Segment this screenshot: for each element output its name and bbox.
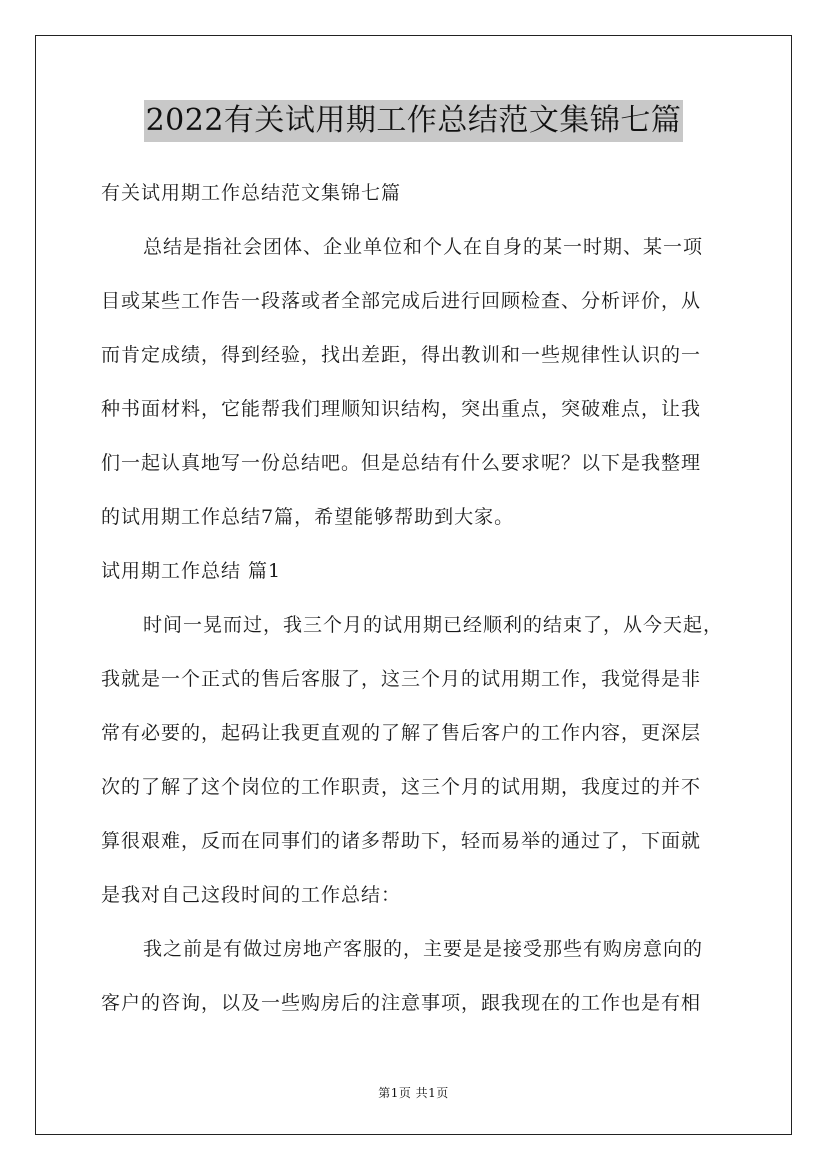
paragraph-line: 目或某些工作告一段落或者全部完成后进行回顾检查、分析评价，从 [101, 290, 702, 312]
paragraph-line: 们一起认真地写一份总结吧。但是总结有什么要求呢？以下是我整理 [101, 452, 702, 474]
title-wrap [0, 100, 827, 142]
document-title: 2022有关试用期工作总结范文集锦七篇 [144, 100, 684, 142]
paragraph-line: 而肯定成绩，得到经验，找出差距，得出教训和一些规律性认识的一 [101, 344, 702, 366]
section-paragraph-1 [101, 598, 731, 922]
paragraph-line: 常有必要的，起码让我更直观的了解了售后客户的工作内容，更深层 [101, 722, 702, 744]
document-subtitle: 有关试用期工作总结范文集锦七篇 [101, 182, 402, 204]
page-footer: 第1页 共1页 [378, 1086, 449, 1100]
paragraph-line: 的试用期工作总结7篇，希望能够帮助到大家。 [101, 506, 515, 528]
intro-paragraph [101, 220, 731, 544]
paragraph-line: 我就是一个正式的售后客服了，这三个月的试用期工作，我觉得是非 [101, 668, 702, 690]
paragraph-line: 我之前是有做过房地产客服的，主要是是接受那些有购房意向的 [143, 938, 704, 960]
section-paragraph-2 [101, 922, 731, 1030]
section-heading: 试用期工作总结 篇1 [101, 560, 282, 582]
paragraph-line: 算很艰难，反而在同事们的诸多帮助下，轻而易举的通过了，下面就 [101, 830, 702, 852]
paragraph-line: 是我对自己这段时间的工作总结： [101, 884, 402, 906]
paragraph-line: 次的了解了这个岗位的工作职责，这三个月的试用期，我度过的并不 [101, 776, 702, 798]
section-heading-block [101, 544, 731, 598]
subtitle-block [101, 166, 731, 220]
paragraph-line: 总结是指社会团体、企业单位和个人在自身的某一时期、某一项 [143, 236, 704, 258]
paragraph-line: 客户的咨询，以及一些购房后的注意事项，跟我现在的工作也是有相 [101, 992, 702, 1014]
paragraph-line: 种书面材料，它能帮我们理顺知识结构，突出重点，突破难点，让我 [101, 398, 702, 420]
paragraph-line: 时间一晃而过，我三个月的试用期已经顺利的结束了，从今天起， [143, 614, 724, 636]
